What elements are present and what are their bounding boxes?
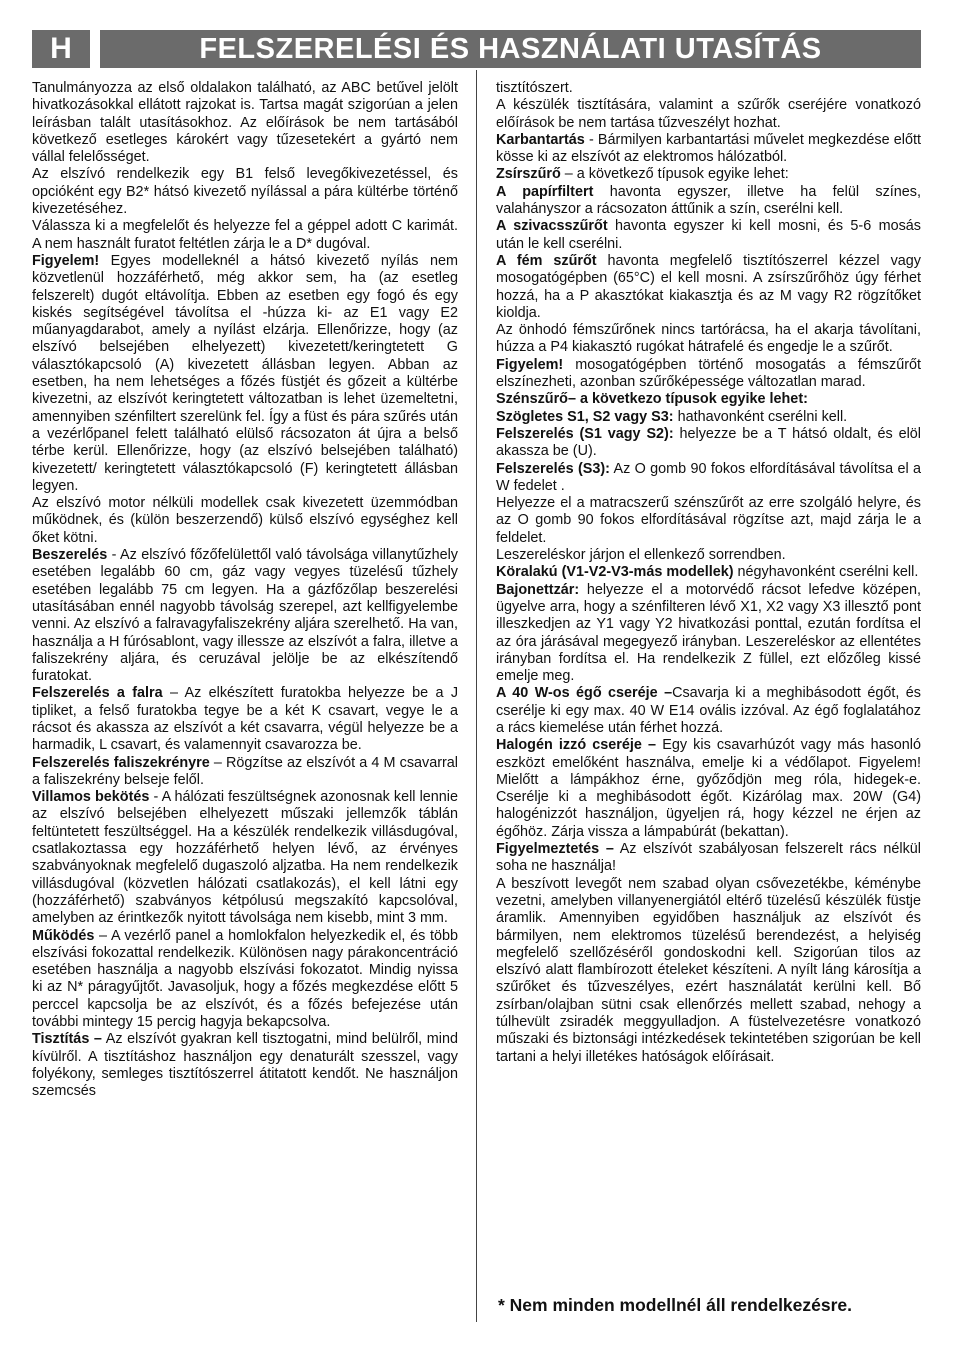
paragraph-heading: Felszerelés (S1 vagy S2): <box>496 425 674 442</box>
paragraph-heading: Felszerelés (S3): <box>496 460 610 477</box>
paragraph-heading: Köralakú (V1-V2-V3-más modellek) <box>496 564 734 581</box>
paragraph-heading: Figyelem! <box>496 356 564 373</box>
paragraph <box>32 1031 458 1100</box>
page-title: FELSZERELÉSI ÉS HASZNÁLATI UTASÍTÁS <box>100 30 921 68</box>
paragraph <box>496 737 921 841</box>
footnote: * Nem minden modellnél áll rendelkezésre. <box>498 1295 853 1315</box>
paragraph-text: Tanulmányozza az első oldalakon található, az ABC betűvel jelölt hivatkozásokkal ellátott rajzokat is. Tartsa magát szigorúan a jelen leírásban talált utasításokhoz. Az előírások be nem tartásából következő esetleges károkért vagy tűzesetekért a gyártó nem vállal felelősséget. <box>32 80 458 166</box>
paragraph-heading: Tisztítás – <box>32 1031 102 1048</box>
paragraph-heading: Karbantartás <box>496 131 585 148</box>
left-text-column <box>32 80 458 1101</box>
paragraph-text: havonta egyszer, illetve ha felül színes, valahányszor a rácsozaton áttűnik a szín, cserélni kell. <box>496 183 921 218</box>
paragraph <box>496 876 921 1066</box>
paragraph-text: hathavonként cserélni kell. <box>673 408 848 425</box>
paragraph-heading: Szögletes S1, S2 vagy S3: <box>496 408 674 425</box>
paragraph <box>496 685 921 737</box>
paragraph <box>32 495 458 547</box>
paragraph <box>32 218 458 253</box>
paragraph-text: Az elszívót szabályosan felszerelt rács nélkül soha ne használja! <box>496 841 921 875</box>
column-divider <box>476 70 477 1322</box>
paragraph <box>496 132 921 167</box>
paragraph-text: Az önhodó fémszűrőnek nincs tartórácsa, ha el akarja távolítani, húzza a P4 kiakasztó rugókat hátrafelé és engedje le a szűrőt. <box>496 322 921 356</box>
paragraph-text: havonta egyszer ki kell mosni, és 5-6 mosás után le kell cserélni. <box>496 218 921 252</box>
paragraph-heading: Figyelem! <box>32 252 100 269</box>
paragraph <box>496 841 921 876</box>
paragraph-text: Az elszívó rendelkezik egy B1 felső levegőkivezetéssel, és opcióként egy B2* hátsó kivezető nyílással a pára kültérbe történő kivezetéséhez. <box>32 166 458 218</box>
paragraph <box>496 461 921 496</box>
paragraph <box>496 426 921 461</box>
paragraph-heading: Zsírszűrő <box>496 166 561 183</box>
paragraph <box>496 564 921 581</box>
paragraph <box>496 166 921 183</box>
paragraph <box>32 789 458 927</box>
paragraph-text: Egy kis csavarhúzót vagy más hasonló eszközt emelőként használva, emelje ki a védőlapot. Figyelem! Mielőtt a lámpákhoz érne, győződjön meg róla, hidegek-e. Cserélje ki a meghibásodott égőt. Kizárólag max. 20W (G4) halogénizzót használjon, ügyeljen rá, hogy kézzel ne érjen az égőhöz. Zárja vissza a lámpabúrát (bekattan). <box>496 737 921 840</box>
paragraph <box>32 253 458 495</box>
paragraph-heading: Halogén izzó cseréje – <box>496 737 657 754</box>
paragraph <box>32 928 458 1032</box>
paragraph-heading: Beszerelés <box>32 547 108 564</box>
page-header <box>32 30 921 68</box>
paragraph-heading: A szivacsszűrőt <box>496 218 608 235</box>
paragraph-text: - A hálózati feszültségnek azonosnak kell lennie az elszívó belsejében elhelyezett műszaki jellemzők táblán feltüntetett feszültséggel. Ha a készülék rendelkezik villásdugóval, csatlakoztassa egy hozzáférhető helyen lévő, az érvényes szabványoknak megfelelő dugaszoló aljzatba. Ha nem rendelkezik villásdugóval (közvetlen hálózati csatlakozás), el kell látni egy (hozzáférhető) szabványos kétpólusú megszakító kapcsolóval, amelyben az érintkezők nyitott távolsága nem kisebb, mint 3 mm. <box>32 789 459 927</box>
paragraph-text: tisztítószert. <box>496 80 573 96</box>
paragraph <box>32 166 458 218</box>
paragraph <box>32 685 458 754</box>
paragraph <box>32 80 458 166</box>
paragraph-text: Az elszívót gyakran kell tisztogatni, mind belülről, mind kívülről. A tisztításhoz használjon egy denaturált szesszel, vagy folyékony, semleges tisztítószerrel átitatott kendőt. Ne használjon szemcsés <box>32 1031 458 1100</box>
paragraph <box>496 547 921 564</box>
paragraph-heading: Működés <box>32 927 95 944</box>
paragraph <box>496 218 921 253</box>
language-code-badge: H <box>32 30 90 68</box>
paragraph-text: helyezze el a motorvédő rácsot lefedve középen, ügyelve arra, hogy a szénfilteren lévő X1, X2 vagy X3 illesztő pont illeszkedjen az Y1 vagy Y2 hivatkozási ponttal, ezután fordítsa el az óra járásával megegyező irányban. Leszereléskor az ellentétes irányban fordítsa el. Ha rendelkezik Z füllel, ezt előzőleg kissé emelje meg. <box>496 581 921 685</box>
paragraph-heading: Felszerelés a falra <box>32 685 163 702</box>
paragraph-text: A beszívott levegőt nem szabad olyan csővezetékbe, kéménybe vezetni, amelyben villanyenergiától eltérő tüzelésű készülék füstje áramlik. Amennyiben egyidőben használjuk az elszívót és bármilyen, nem elektromos tüzelésű berendezést, a helyiség megfelelő szellőzéséről gondoskodni kell. Szigorúan tilos az elszívó alatt flambírozott ételeket készíteni. A nyílt láng károsítja a szűrőket és tűzveszélyes, ezért használatát kerülni kell. Bő zsírban/olajban sütni csak ellenőrzés mellett szabad, nehogy a túlhevült zsiradék meggyulladjon. A füstelvezetésre vonatkozó műszaki és biztonsági intézkedések tekintetében szigorúan be kell tartani a helyi illetékes hatóságok előírásait. <box>496 875 921 1065</box>
paragraph-heading: Villamos bekötés <box>32 789 150 806</box>
paragraph-text: – Rögzítse az elszívót a 4 M csavarral a faliszekrény belseje felől. <box>32 754 458 788</box>
paragraph-text: Csavarja ki a meghibásodott égőt, és cserélje ki egy max. 40 W E14 ovális izzóval. Az égő foglalatához a rács kiemelése után férhet hozzá. <box>496 685 921 736</box>
paragraph-heading: A 40 W-os égő cseréje – <box>496 685 673 702</box>
paragraph <box>496 322 921 357</box>
paragraph <box>496 409 921 426</box>
paragraph-text: – Az elkészített furatokba helyezze be a J tipliket, a felső furatokba tegye be a két K csavart, vegye le a rácsot és akassza az elszívót a két csavarra, végül helyezze be a harmadik, L csavart, és valamennyit csavarozza be. <box>32 685 459 754</box>
paragraph <box>496 97 921 132</box>
paragraph-heading: Szénszűrő– a következo típusok egyike lehet: <box>496 391 808 408</box>
paragraph-text: Az elszívó motor nélküli modellek csak kivezetett üzemmódban működnek, és (külön beszerzendő) külső elszívó egységhez kell őket kötni. <box>32 495 458 546</box>
paragraph <box>496 80 921 97</box>
paragraph <box>32 547 458 685</box>
paragraph-heading: A fém szűrőt <box>496 252 597 269</box>
paragraph-text: helyezze be a T hátsó oldalt, és elöl akassza be (U). <box>496 425 921 460</box>
paragraph <box>496 357 921 392</box>
paragraph <box>496 582 921 686</box>
paragraph-text: Leszereléskor járjon el ellenkező sorrendben. <box>496 547 786 564</box>
paragraph <box>496 253 921 322</box>
paragraph <box>32 755 458 790</box>
paragraph <box>496 391 921 408</box>
paragraph-heading: A papírfiltert <box>496 183 594 200</box>
paragraph-heading: Figyelmeztetés – <box>496 841 614 858</box>
paragraph-text: mosogatógépben történő mosogatás a fémszűrőt elszínezheti, azonban szűrőképessége változatlan marad. <box>496 356 921 391</box>
paragraph-text: – a következő típusok egyike lehet: <box>560 166 789 183</box>
right-text-column <box>496 80 921 1066</box>
paragraph-heading: Felszerelés faliszekrényre <box>32 754 210 771</box>
paragraph-text: Egyes modelleknél a hátsó kivezető nyílás nem közvetlenül hozzáférhető, még akkor sem, ha (az esetleg felszerelt) dugót eltávolítja. Ebben az esetben egy fogó és egy kiskés segítségével távolítsa el -húzza ki- az E1 vagy E2 műanyagdarabot, amely a nyílást elzárja. Ellenőrizze, hogy (az elszívó belsejében elhelyezett) kivezetett/keringtetett G választókapcsoló (A) kivezetett állásban legyen. Abban az esetben, ha nem lehetséges a főzés füstjét és gőzeit a kültérbe kivezetni, az elszívót keringtetett változatban is lehet üzemeltetni, amennyiben szénfiltert szerelünk fel. Így a füst és pára szűrés után a vezérlőpanel felett található elülső rácsozaton át újra a belső térbe kerül. Ellenőrizze, hogy (az elszívó belsejében található) kivezetett/ keringtetett választókapcsoló (F) keringtetett állásban legyen. <box>32 252 458 494</box>
paragraph <box>496 184 921 219</box>
paragraph-text: négyhavonként cserélni kell. <box>733 564 919 581</box>
paragraph-text: - Az elszívó főzőfelülettől való távolsága villanytűzhely esetében legalább 60 cm, gáz vagy vegyes tüzelésű tűzhely esetében legalább 75 cm legyen. Ha a gázfőzőlap beszerelési utasításában ennél nagyobb távolság szerepel, azt kellfigyelembe venni. Az elszívó a falravagyfaliszekrény aljára szerelhető. Ha van, használja a H fúrósablont, vagy illessze az elszívót a falra, illetve a faliszekrény aljára, és ceruzával jelölje be az elkészítendő furatokat. <box>32 547 458 685</box>
paragraph-text: – A vezérlő panel a homlokfalon helyezkedik el, és több elszívási fokozattal rendelkezik. Különösen nagy párakoncentráció esetében használja a nagyobb elszívási fokozatot. Mindig nyissa ki az N* páragyűjtőt. Javasoljuk, hogy a főzés megkezdése előtt 5 perccel kapcsolja be az elszívót, és a főzés befejezése után további mintegy 15 percig hagyja bekapcsolva. <box>32 927 458 1031</box>
paragraph-text: Az O gomb 90 fokos elfordításával távolítsa el a W fedelet . <box>496 460 921 494</box>
paragraph-text: - Bármilyen karbantartási művelet megkezdése előtt kösse ki az elszívót az elektromos hálózatból. <box>496 131 921 166</box>
paragraph-text: Válassza ki a megfelelőt és helyezze fel a géppel adott C karimát. A nem használt furatot feltétlen zárja le a D* dugóval. <box>32 218 458 252</box>
paragraph-text: A készülék tisztítására, valamint a szűrők cseréjére vonatkozó előírások be nem tartása tűzveszélyt hozhat. <box>496 97 921 131</box>
paragraph-text: havonta megfelelő tisztítószerrel kézzel vagy mosogatógépben (65°C) el kell mosni. A zsírszűrőhöz úgy férhet hozzá, ha a P akasztókat kiakasztja és az M vagy R2 rögzítőket kioldja. <box>496 252 921 321</box>
paragraph-text: Helyezze el a matracszerű szénszűrőt az erre szolgáló helyre, és az O gomb 90 fokos elfordításával rögzítse azt, majd zárja le a feldelet. <box>496 495 921 546</box>
paragraph <box>496 495 921 547</box>
paragraph-heading: Bajonettzár: <box>496 581 580 598</box>
